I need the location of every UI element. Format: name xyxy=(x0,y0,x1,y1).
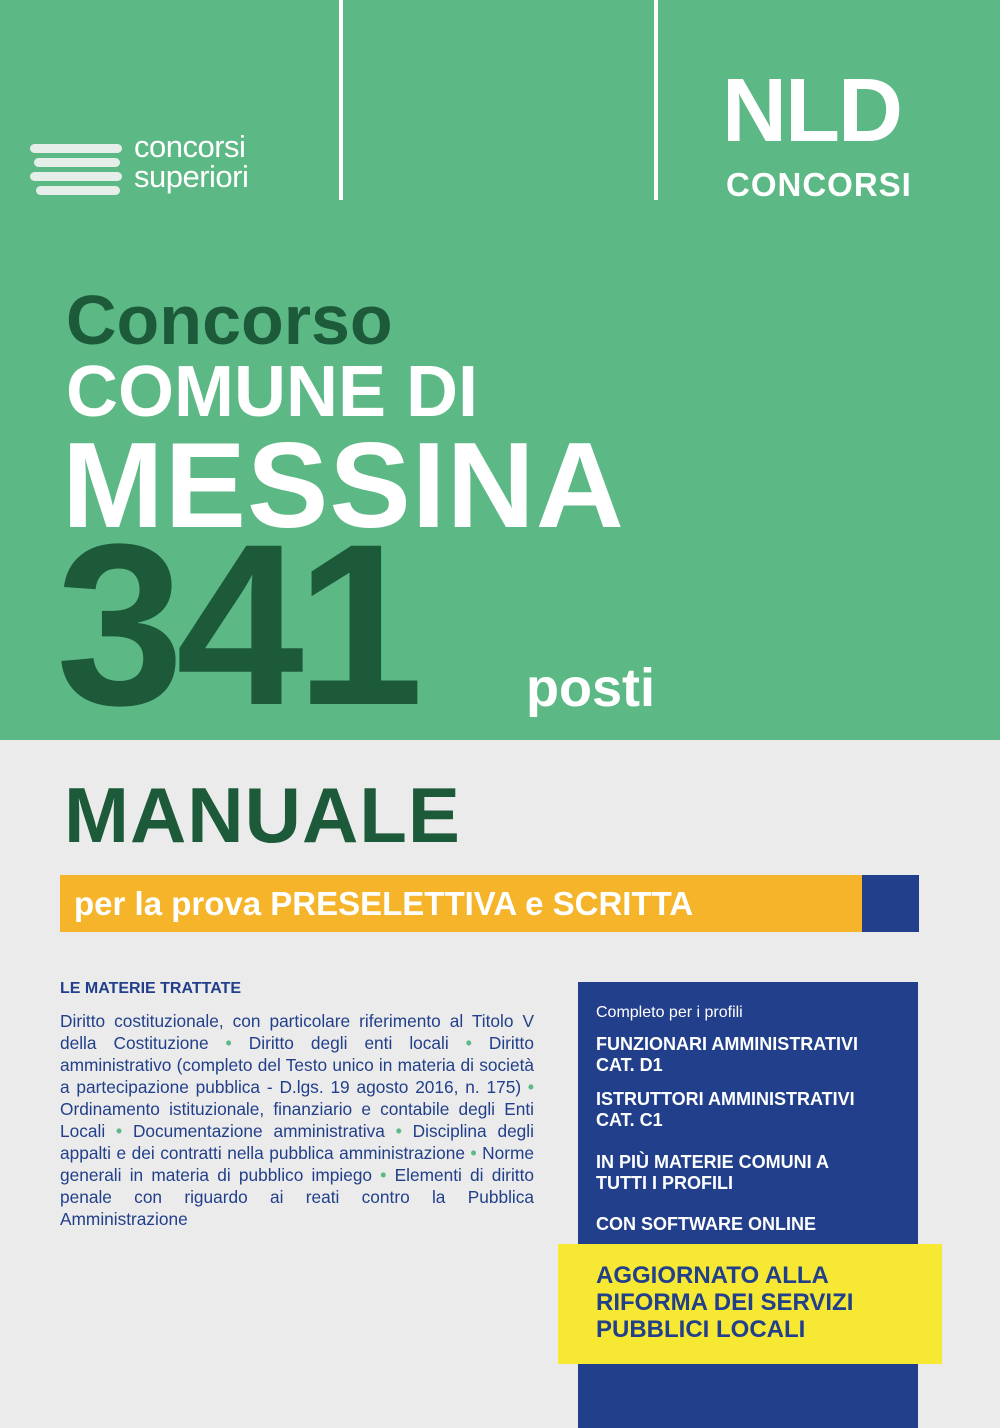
exam-type-text: per la prova PRESELETTIVA e SCRITTA xyxy=(74,885,694,922)
concorsi-superiori-logo xyxy=(30,129,310,198)
subject-item: Diritto degli enti locali xyxy=(248,1033,449,1053)
concorsi-superiori-logo-text xyxy=(134,129,249,194)
bullet-dot: • xyxy=(380,1165,387,1185)
profile-item: CON SOFTWARE ONLINE xyxy=(596,1214,816,1234)
bullet-dot: • xyxy=(225,1033,232,1053)
divider-line-right xyxy=(654,0,658,200)
nld-mark: NLD xyxy=(722,61,901,161)
subject-item: Ordinamento istituzionale, finanziario e contabile degli Enti Locali xyxy=(60,1099,534,1141)
profile-item: IN PIÙ MATERIE COMUNI A TUTTI I PROFILI xyxy=(596,1152,829,1193)
subject-item: Documentazione amministrativa xyxy=(132,1121,385,1141)
profiles-intro: Completo per i profili xyxy=(596,1004,743,1021)
update-highlight-text: AGGIORNATO ALLA RIFORMA DEI SERVIZI PUBBLICI LOCALI xyxy=(596,1262,854,1343)
subtitle-manuale: MANUALE xyxy=(64,771,461,859)
update-highlight-box xyxy=(558,1244,942,1364)
subject-item: Diritto costituzionale, con particolare riferimento al Titolo V della Costituzione xyxy=(60,1011,534,1053)
title-comune-di: COMUNE DI xyxy=(66,352,478,432)
bullet-dot: • xyxy=(465,1033,472,1053)
title-unit: posti xyxy=(526,658,655,718)
subject-item: Elementi di diritto penale con riguardo ai reati contro la Pubblica Amministrazione xyxy=(60,1165,534,1229)
logo-line-2: superiori xyxy=(134,159,249,194)
bullet-dot: • xyxy=(470,1143,477,1163)
profile-item: FUNZIONARI AMMINISTRATIVI CAT. D1 xyxy=(596,1034,858,1075)
blue-accent-block xyxy=(862,875,919,932)
exam-type-band xyxy=(60,875,862,932)
bullet-dot: • xyxy=(395,1121,402,1141)
bullet-dot: • xyxy=(527,1077,534,1097)
title-messina: MESSINA xyxy=(62,417,625,553)
title-number: 341 xyxy=(56,496,416,753)
subjects-heading: LE MATERIE TRATTATE xyxy=(60,980,242,997)
logo-line-1: concorsi xyxy=(134,129,246,164)
profile-item: ISTRUTTORI AMMINISTRATIVI CAT. C1 xyxy=(596,1089,855,1130)
subject-item: Norme generali in materia di pubblico impiego xyxy=(60,1143,534,1185)
nld-concorsi-logo xyxy=(722,61,922,206)
subject-item: Diritto amministrativo (completo del Testo unico in materia di società a partecipazione pubblica - D.lgs. 19 agosto 2016, n. 175) xyxy=(60,1033,534,1097)
title-concorso: Concorso xyxy=(66,281,393,359)
subject-item: Disciplina degli appalti e dei contratti nella pubblica amministrazione xyxy=(60,1121,534,1163)
nld-subtitle: CONCORSI xyxy=(726,166,912,203)
subjects-list xyxy=(60,1010,534,1230)
bullet-dot: • xyxy=(116,1121,123,1141)
divider-line-left xyxy=(339,0,343,200)
